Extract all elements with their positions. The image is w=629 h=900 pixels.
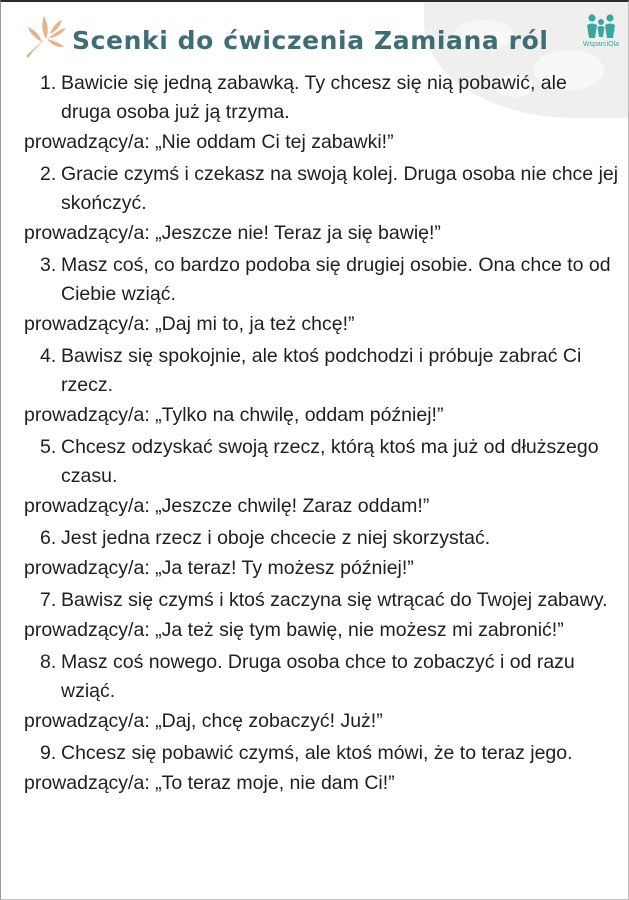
scenario-block-7 — [24, 586, 620, 645]
scenario-text: Chcesz się pobawić czymś, ale ktoś mówi, że to teraz jego. — [61, 742, 573, 764]
scenario-item — [24, 251, 620, 309]
item-number: 2. — [40, 163, 57, 185]
leaf-branch-icon — [22, 12, 72, 62]
leader-line: prowadzący/a: „Ja też się tym bawię, nie możesz mi zabronić!” — [24, 619, 564, 641]
leader-line: prowadzący/a: „Tylko na chwilę, oddam później!” — [24, 404, 444, 426]
scenario-text: Bawisz się spokojnie, ale ktoś podchodzi i próbuje zabrać Ci rzecz. — [61, 345, 582, 396]
item-number: 7. — [40, 589, 57, 611]
item-number: 4. — [40, 345, 57, 367]
leader-line: prowadzący/a: „Daj, chcę zobaczyć! Już!” — [24, 710, 383, 732]
item-number: 3. — [40, 254, 57, 276]
page-title: Scenki do ćwiczenia Zamiana ról — [72, 26, 549, 55]
scenario-block-1 — [24, 69, 620, 157]
scenario-block-2 — [24, 160, 620, 248]
scenario-text: Masz coś, co bardzo podoba się drugiej osobie. Ona chce to od Ciebie wziąć. — [61, 254, 611, 305]
item-number: 1. — [40, 72, 57, 94]
scenario-item — [24, 586, 620, 615]
brand-name: WsparciOla — [582, 41, 620, 48]
scenario-text: Bawisz się czymś i ktoś zaczyna się wtrącać do Twojej zabawy. — [61, 589, 608, 611]
leader-line: prowadzący/a: „Ja teraz! Ty możesz później!” — [24, 557, 414, 579]
scenario-block-9 — [24, 739, 620, 798]
scenario-item — [24, 739, 620, 768]
header — [0, 0, 629, 66]
leader-line: prowadzący/a: „Daj mi to, ja też chcę!” — [24, 313, 355, 335]
leader-line: prowadzący/a: „Jeszcze nie! Teraz ja się bawię!” — [24, 222, 441, 244]
scenario-text: Chcesz odzyskać swoją rzecz, którą ktoś ma już od dłuższego czasu. — [61, 436, 599, 487]
item-number: 5. — [40, 436, 57, 458]
leader-line: prowadzący/a: „Nie oddam Ci tej zabawki!” — [24, 131, 394, 153]
scenario-block-6 — [24, 524, 620, 583]
scenario-list — [24, 69, 620, 801]
scenario-text: Masz coś nowego. Druga osoba chce to zobaczyć i od razu wziąć. — [61, 651, 575, 702]
scenario-text: Bawicie się jedną zabawką. Ty chcesz się nią pobawić, ale druga osoba już ją trzyma. — [61, 72, 567, 123]
scenario-block-5 — [24, 433, 620, 521]
item-number: 6. — [40, 527, 57, 549]
scenario-block-3 — [24, 251, 620, 339]
scenario-item — [24, 648, 620, 706]
brand-logo — [576, 12, 626, 48]
scenario-block-4 — [24, 342, 620, 430]
item-number: 9. — [40, 742, 57, 764]
scenario-item — [24, 69, 620, 127]
leader-line: prowadzący/a: „To teraz moje, nie dam Ci!” — [24, 772, 395, 794]
scenario-text: Gracie czymś i czekasz na swoją kolej. Druga osoba nie chce jej skończyć. — [61, 163, 619, 214]
scenario-block-8 — [24, 648, 620, 736]
scenario-item — [24, 342, 620, 400]
scenario-text: Jest jedna rzecz i oboje chcecie z niej skorzystać. — [61, 527, 491, 549]
scenario-item — [24, 433, 620, 491]
people-group-icon — [585, 12, 617, 40]
scenario-item — [24, 160, 620, 218]
item-number: 8. — [40, 651, 57, 673]
scenario-item — [24, 524, 620, 553]
leader-line: prowadzący/a: „Jeszcze chwilę! Zaraz oddam!” — [24, 495, 430, 517]
